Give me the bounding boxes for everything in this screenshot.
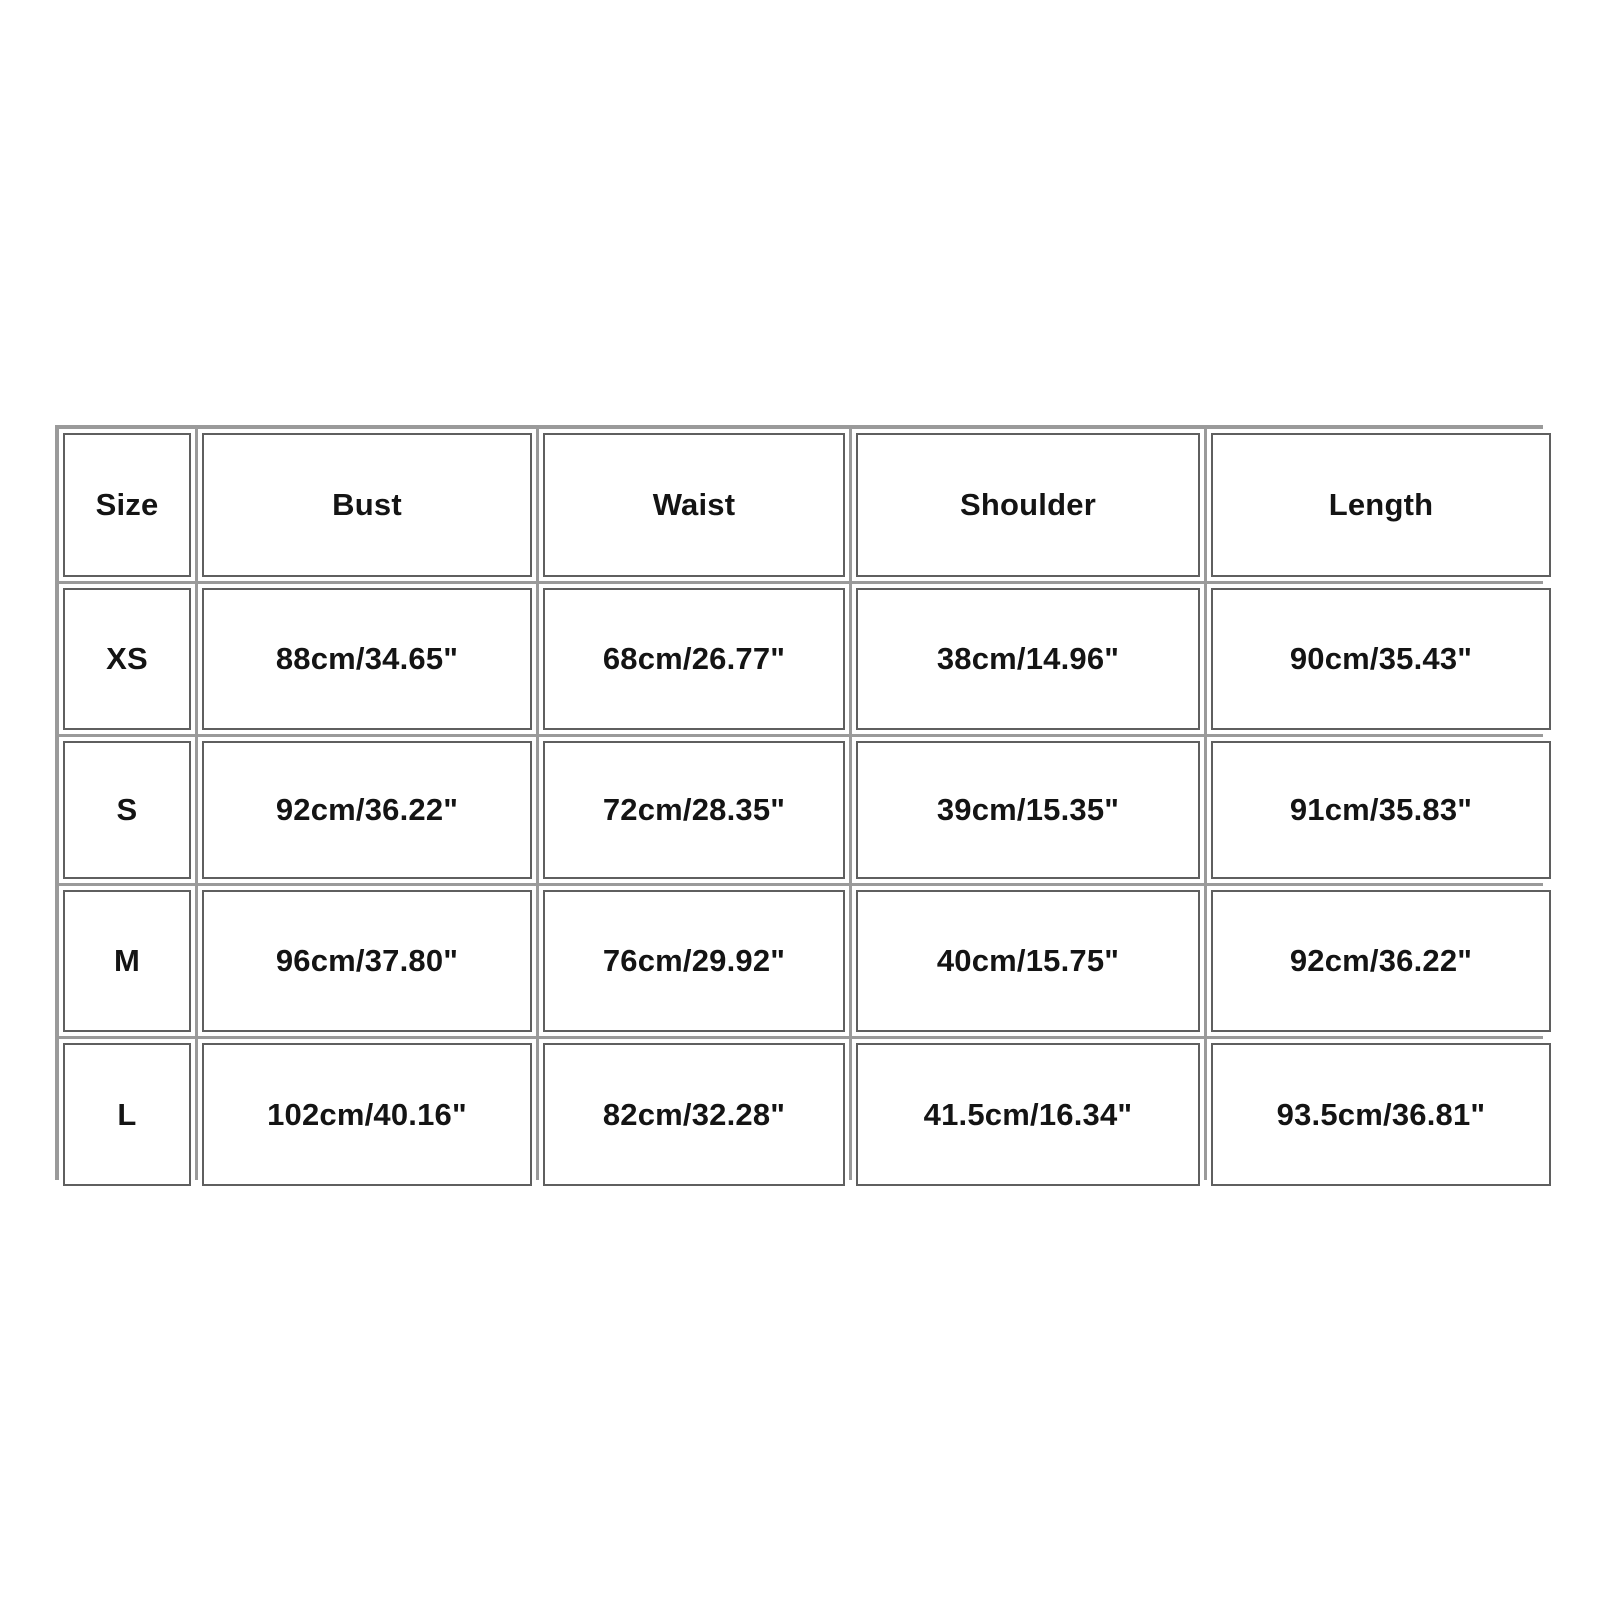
header-size: Size [59, 429, 195, 581]
row-xs-bust: 88cm/34.65" [198, 584, 536, 734]
header-bust: Bust [198, 429, 536, 581]
row-xs-shoulder: 38cm/14.96" [852, 584, 1204, 734]
row-m-waist: 76cm/29.92" [539, 886, 849, 1036]
row-l-shoulder: 41.5cm/16.34" [852, 1039, 1204, 1190]
row-l-waist: 82cm/32.28" [539, 1039, 849, 1190]
row-s-bust: 92cm/36.22" [198, 737, 536, 883]
row-m-shoulder: 40cm/15.75" [852, 886, 1204, 1036]
row-l-bust: 102cm/40.16" [198, 1039, 536, 1190]
row-s-waist: 72cm/28.35" [539, 737, 849, 883]
size-chart-table [55, 425, 1543, 1180]
row-xs-length: 90cm/35.43" [1207, 584, 1555, 734]
row-s-size: S [59, 737, 195, 883]
row-l-size: L [59, 1039, 195, 1190]
header-waist: Waist [539, 429, 849, 581]
row-m-bust: 96cm/37.80" [198, 886, 536, 1036]
row-m-length: 92cm/36.22" [1207, 886, 1555, 1036]
row-l-length: 93.5cm/36.81" [1207, 1039, 1555, 1190]
row-xs-size: XS [59, 584, 195, 734]
header-shoulder: Shoulder [852, 429, 1204, 581]
row-xs-waist: 68cm/26.77" [539, 584, 849, 734]
row-s-shoulder: 39cm/15.35" [852, 737, 1204, 883]
header-length: Length [1207, 429, 1555, 581]
row-m-size: M [59, 886, 195, 1036]
row-s-length: 91cm/35.83" [1207, 737, 1555, 883]
